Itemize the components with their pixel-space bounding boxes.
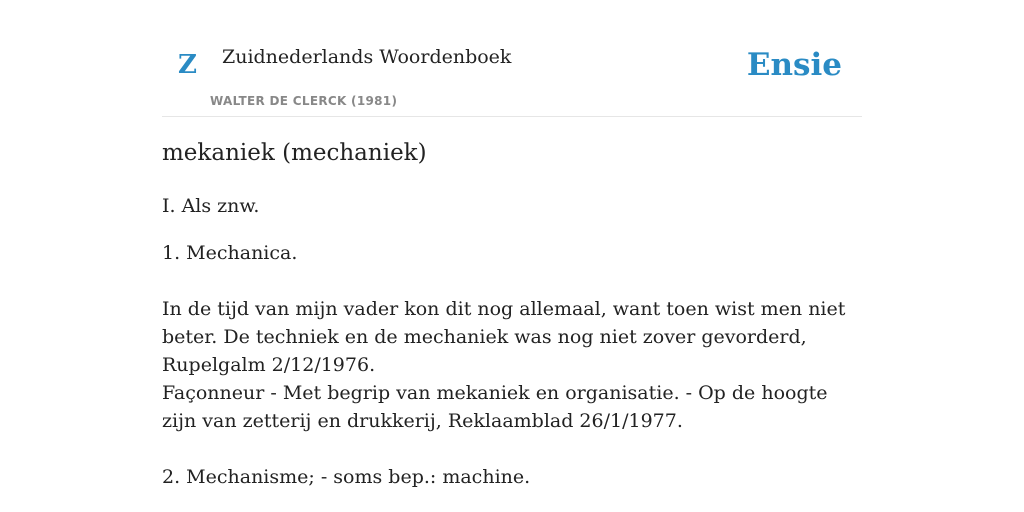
ensie-brand-link[interactable]: Ensie: [746, 47, 842, 83]
entry-sense-2: 2. Mechanisme; - soms bep.: machine.: [162, 466, 531, 488]
entry-title: mekaniek (mechaniek): [162, 140, 427, 166]
entry-sense-1: 1. Mechanica.: [162, 242, 298, 264]
dictionary-title[interactable]: Zuidnederlands Woordenboek: [222, 46, 512, 68]
entry-example-1: In de tijd van mijn vader kon dit nog allemaal, want toen wist men niet beter. De techniek en de mechaniek was nog niet zover gevorderd, Rupelgalm 2/12/1976.: [162, 298, 846, 376]
entry-section-heading: I. Als znw.: [162, 195, 260, 217]
entry-example-2: Façonneur - Met begrip van mekaniek en organisatie. - Op de hoogte zijn van zetterij en drukkerij, Reklaamblad 26/1/1977.: [162, 382, 828, 432]
dictionary-header: [162, 0, 862, 117]
dictionary-logo[interactable]: Z: [178, 50, 197, 80]
dictionary-author: WALTER DE CLERCK (1981): [210, 94, 398, 108]
page-container: [162, 0, 862, 488]
